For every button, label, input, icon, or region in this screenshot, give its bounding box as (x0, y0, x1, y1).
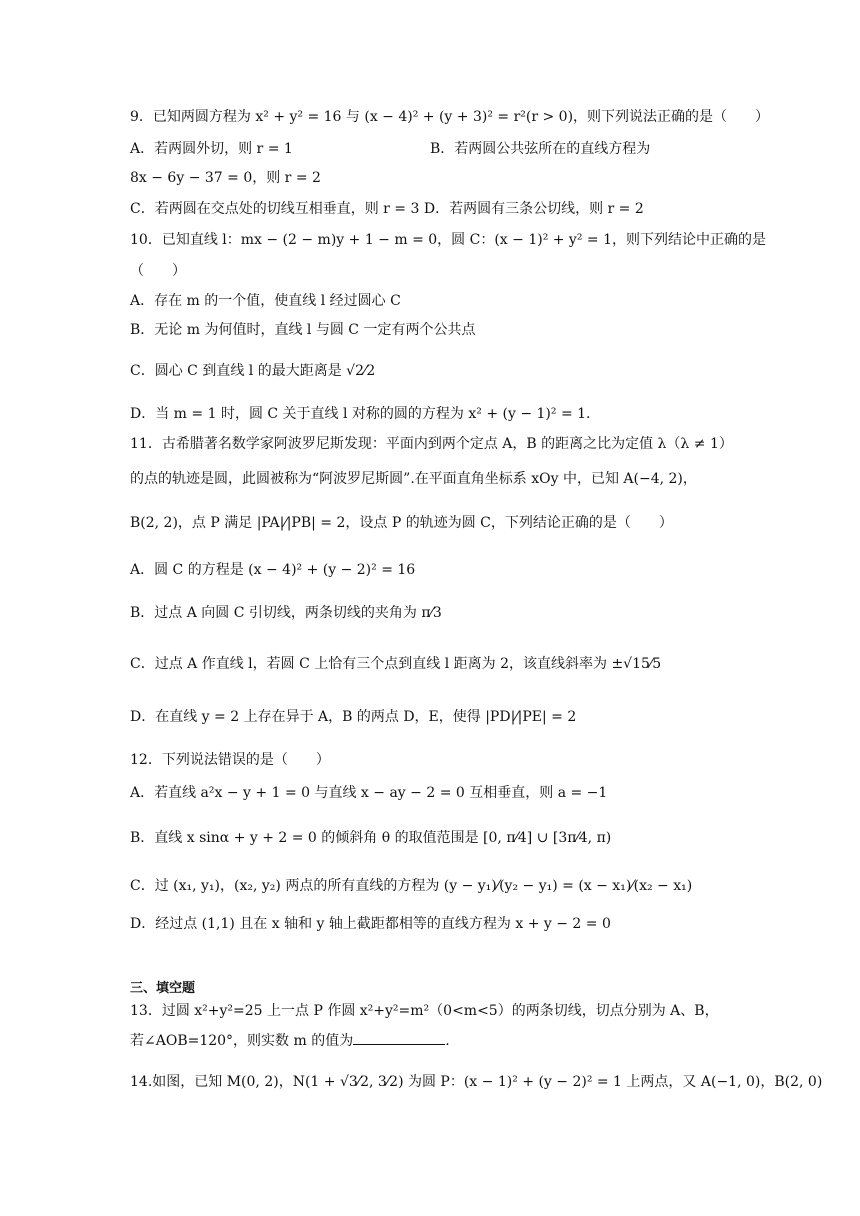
q9-option-b-part2: 8x − 6y − 37 = 0，则 r = 2 (130, 170, 321, 186)
q9-stem: 9．已知两圆方程为 x² + y² = 16 与 (x − 4)² + (y + 3)² = r²(r > 0)，则下列说法正确的是（ ） (130, 109, 770, 125)
q14-line1: 14.如图，已知 M(0, 2)，N(1 + √3⁄2, 3⁄2) 为圆 P：(x − 1)² + (y − 2)² = 1 上两点，又 A(−1, 0)，B(2, 0) (130, 1074, 823, 1090)
q11-stem-line3: B(2, 2)，点 P 满足 |PA|⁄|PB| = 2，设点 P 的轨迹为圆 C，下列结论正确的是（ ） (130, 515, 673, 531)
q12-stem: 12．下列说法错误的是（ ） (130, 752, 330, 768)
q9-option-b-part1: B．若两圆公共弦所在的直线方程为 (430, 141, 651, 157)
q12-option-c: C．过 (x₁, y₁)，(x₂, y₂) 两点的所有直线的方程为 (y − y₁)⁄(y₂ − y₁) = (x − x₁)⁄(x₂ − x₁) (130, 878, 693, 894)
q11-option-c: C．过点 A 作直线 l，若圆 C 上恰有三个点到直线 l 距离为 2，该直线斜率为 ±√15⁄5 (130, 656, 662, 672)
q13-line1: 13．过圆 x²+y²=25 上一点 P 作圆 x²+y²=m²（0<m<5）的两条切线，切点分别为 A、B， (130, 1003, 719, 1019)
q11-option-d: D．在直线 y = 2 上存在异于 A，B 的两点 D，E，使得 |PD|⁄|PE| = 2 (130, 709, 577, 725)
q9-options-c-d: C．若两圆在交点处的切线互相垂直，则 r = 3 D．若两圆有三条公切线，则 r = 2 (130, 201, 644, 217)
q12-option-d: D．经过点 (1,1) 且在 x 轴和 y 轴上截距都相等的直线方程为 x + y − 2 = 0 (130, 916, 611, 932)
q10-option-a: A．存在 m 的一个值，使直线 l 经过圆心 C (130, 293, 401, 309)
q10-answer-paren: （ ） (130, 263, 186, 279)
q10-option-b: B．无论 m 为何值时，直线 l 与圆 C 一定有两个公共点 (130, 322, 476, 338)
q13-line2-end: . (445, 1033, 450, 1049)
q9-option-a: A．若两圆外切，则 r = 1 (130, 141, 293, 157)
q11-stem-line1: 11．古希腊著名数学家阿波罗尼斯发现：平面内到两个定点 A，B 的距离之比为定值 λ（λ ≠ 1） (130, 436, 733, 452)
q11-option-b: B．过点 A 向圆 C 引切线，两条切线的夹角为 π⁄3 (130, 605, 442, 621)
q12-option-b: B．直线 x sinα + y + 2 = 0 的倾斜角 θ 的取值范围是 [0, π⁄4] ∪ [3π⁄4, π) (130, 830, 612, 846)
q13-line2 (130, 1030, 450, 1050)
q11-option-a: A．圆 C 的方程是 (x − 4)² + (y − 2)² = 16 (130, 562, 416, 578)
q11-stem-line2: 的点的轨迹是圆，此圆被称为“阿波罗尼斯圆”.在平面直角坐标系 xOy 中，已知 A(−4, 2)， (130, 471, 697, 487)
q10-option-d: D．当 m = 1 时，圆 C 关于直线 l 对称的圆的方程为 x² + (y − 1)² = 1. (130, 406, 591, 422)
q10-option-c: C．圆心 C 到直线 l 的最大距离是 √2⁄2 (130, 363, 376, 379)
q13-line2-text: 若∠AOB=120°，则实数 m 的值为 (130, 1033, 354, 1049)
section-heading-fill-in: 三、填空题 (130, 981, 196, 996)
q10-stem: 10．已知直线 l：mx − (2 − m)y + 1 − m = 0，圆 C：(x − 1)² + y² = 1，则下列结论中正确的是 (130, 232, 766, 248)
q13-answer-blank (353, 1030, 445, 1045)
q12-option-a: A．若直线 a²x − y + 1 = 0 与直线 x − ay − 2 = 0 互相垂直，则 a = −1 (130, 785, 608, 801)
